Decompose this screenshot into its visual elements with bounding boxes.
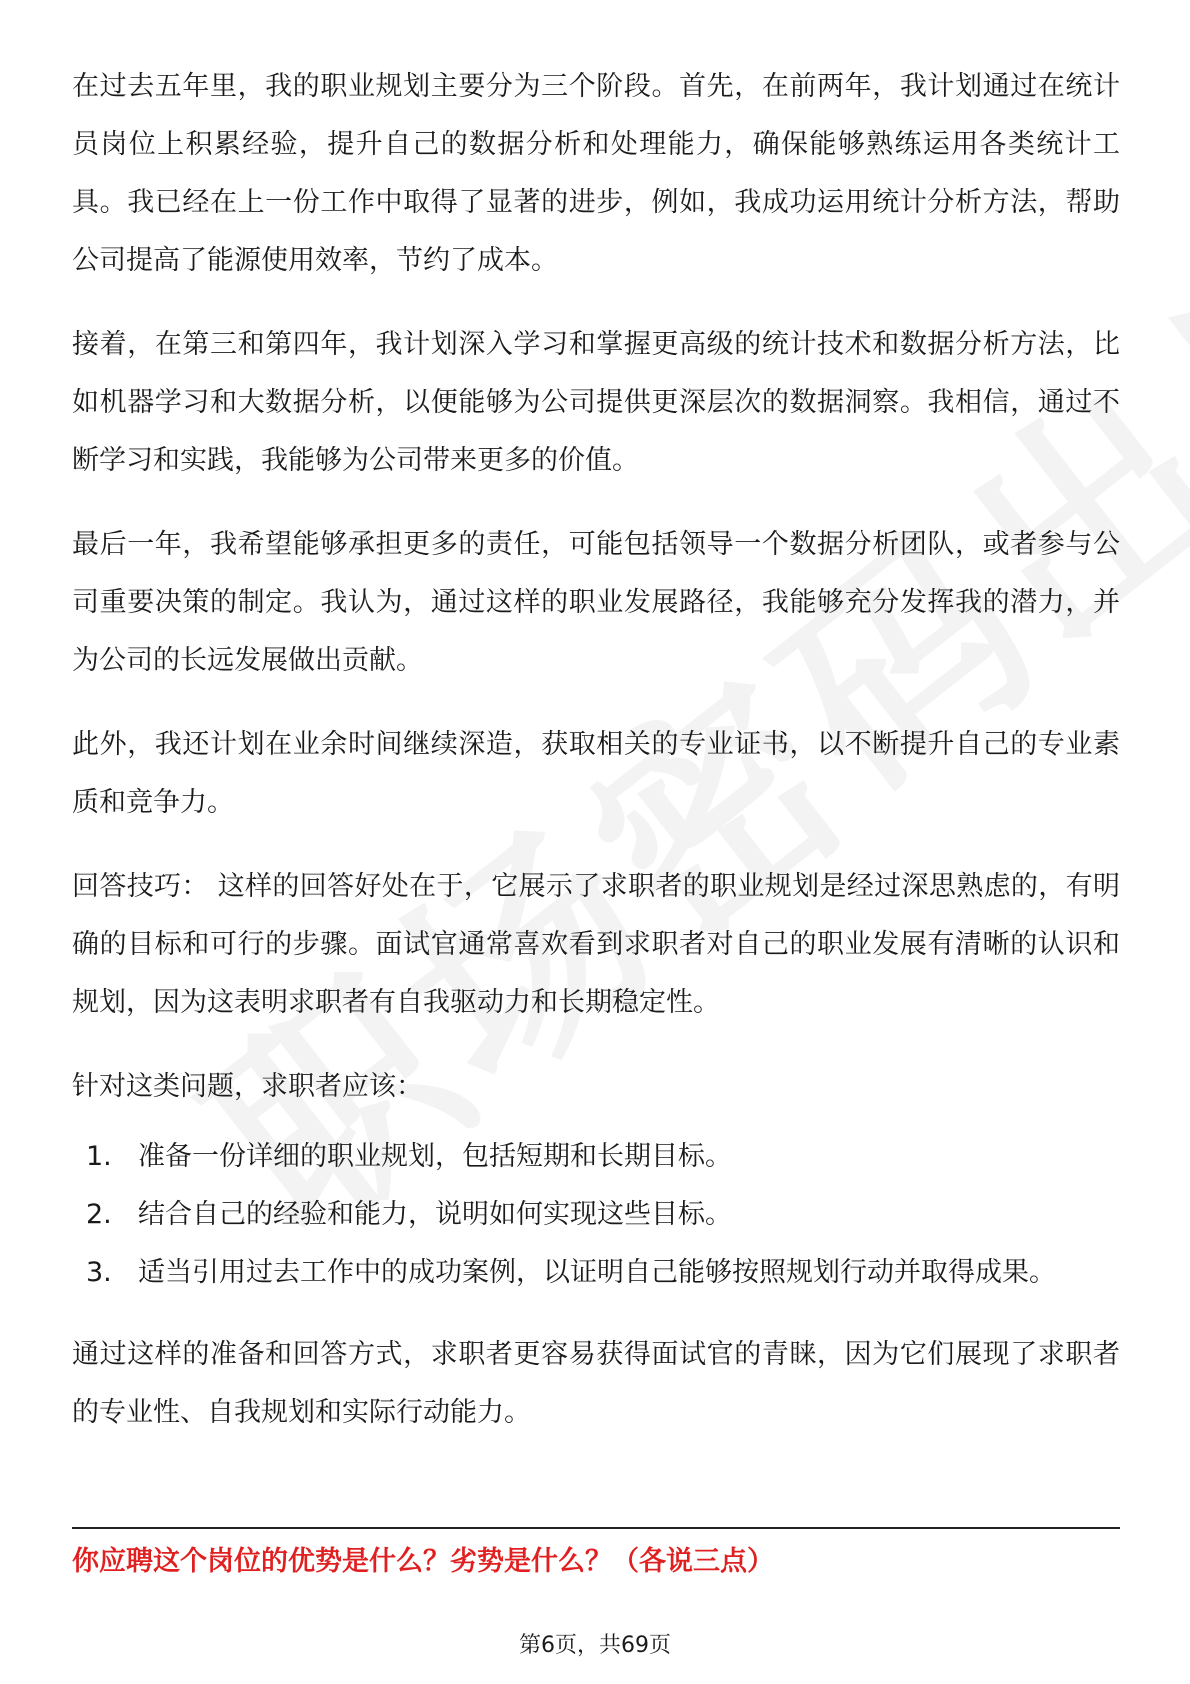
list-item-number: 1. xyxy=(86,1141,112,1172)
section-divider xyxy=(72,1527,1120,1529)
list-item-text: 准备一份详细的职业规划，包括短期和长期目标。 xyxy=(138,1141,732,1172)
list-item xyxy=(72,1244,1120,1302)
next-question-heading: 你应聘这个岗位的优势是什么？劣势是什么？（各说三点） xyxy=(72,1546,774,1577)
list-item-text: 结合自己的经验和能力，说明如何实现这些目标。 xyxy=(138,1199,732,1230)
paragraph-career-plan-intro: 在过去五年里，我的职业规划主要分为三个阶段。首先，在前两年，我计划通过在统计员岗位上积累经验，提升自己的数据分析和处理能力，确保能够熟练运用各类统计工具。我已经在上一份工作中取得了显著的进步，例如，我成功运用统计分析方法，帮助公司提高了能源使用效率，节约了成本。 xyxy=(72,71,1120,276)
advice-list xyxy=(72,1128,1120,1302)
paragraph-list-intro: 针对这类问题，求职者应该： xyxy=(72,1071,423,1102)
list-item-number: 3. xyxy=(86,1257,112,1288)
document-body xyxy=(72,58,1120,1468)
list-item-text: 适当引用过去工作中的成功案例，以证明自己能够按照规划行动并取得成果。 xyxy=(138,1257,1056,1288)
paragraph-closing: 通过这样的准备和回答方式，求职者更容易获得面试官的青睐，因为它们展现了求职者的专业性、自我规划和实际行动能力。 xyxy=(72,1339,1120,1428)
paragraph-years-three-four: 接着，在第三和第四年，我计划深入学习和掌握更高级的统计技术和数据分析方法，比如机器学习和大数据分析，以便能够为公司提供更深层次的数据洞察。我相信，通过不断学习和实践，我能够为公司带来更多的价值。 xyxy=(72,329,1120,476)
list-item-number: 2. xyxy=(86,1199,112,1230)
paragraph-answer-tips: 回答技巧： 这样的回答好处在于，它展示了求职者的职业规划是经过深思熟虑的，有明确的目标和可行的步骤。面试官通常喜欢看到求职者对自己的职业发展有清晰的认识和规划，因为这表明求职者有自我驱动力和长期稳定性。 xyxy=(72,871,1120,1018)
paragraph-final-year: 最后一年，我希望能够承担更多的责任，可能包括领导一个数据分析团队，或者参与公司重要决策的制定。我认为，通过这样的职业发展路径，我能够充分发挥我的潜力，并为公司的长远发展做出贡献。 xyxy=(72,529,1120,676)
list-item xyxy=(72,1186,1120,1244)
list-item xyxy=(72,1128,1120,1186)
paragraph-further-study: 此外，我还计划在业余时间继续深造，获取相关的专业证书，以不断提升自己的专业素质和竞争力。 xyxy=(72,729,1120,818)
page-footer: 第6页，共69页 xyxy=(519,1633,671,1658)
